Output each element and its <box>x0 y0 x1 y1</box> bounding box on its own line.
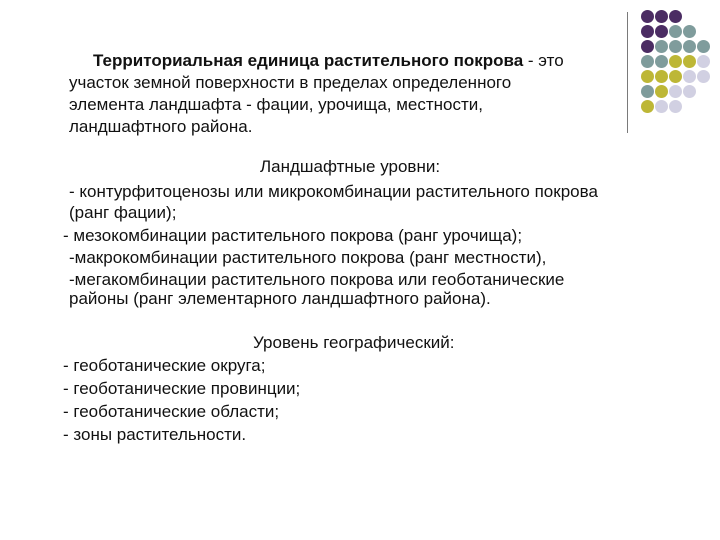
geographic-level-item: - зоны растительности. <box>63 425 247 444</box>
dot <box>669 85 682 98</box>
geographic-level-item: - геоботанические провинции; <box>63 379 301 398</box>
intro-line-1-rest: - это <box>523 51 564 70</box>
intro-line-2: участок земной поверхности в пределах определенного <box>69 73 512 92</box>
dot <box>655 40 668 53</box>
dot <box>669 10 682 23</box>
landscape-levels-line-3: - мезокомбинации растительного покрова (ранг урочища); <box>63 226 523 245</box>
landscape-levels-heading: Ландшафтные уровни: <box>260 157 441 176</box>
decorative-dot-grid <box>641 10 719 120</box>
dot <box>683 85 696 98</box>
dot <box>669 70 682 83</box>
dot <box>655 70 668 83</box>
intro-title: Территориальная единица растительного покрова <box>93 51 524 70</box>
dot <box>683 40 696 53</box>
dot <box>683 70 696 83</box>
dot <box>641 100 654 113</box>
dot <box>669 55 682 68</box>
dot <box>697 70 710 83</box>
geographic-level-item: - геоботанические округа; <box>63 356 266 375</box>
dot <box>697 40 710 53</box>
landscape-levels-line-5: -мегакомбинации растительного покрова или геоботанические <box>69 270 565 289</box>
dot <box>655 100 668 113</box>
geographic-level-heading: Уровень географический: <box>253 333 455 352</box>
intro-line-3: элемента ландшафта - фации, урочища, местности, <box>69 95 484 114</box>
dot <box>683 55 696 68</box>
dot <box>655 25 668 38</box>
dot <box>641 10 654 23</box>
dot <box>641 55 654 68</box>
landscape-levels-line-6: районы (ранг элементарного ландшафтного района). <box>69 289 491 308</box>
dot <box>641 70 654 83</box>
dot <box>641 25 654 38</box>
landscape-levels-line-1: - контурфитоценозы или микрокомбинации растительного покрова <box>69 182 598 201</box>
dot <box>683 25 696 38</box>
landscape-levels-line-2: (ранг фации); <box>69 203 177 222</box>
intro-line-4: ландшафтного района. <box>69 117 253 136</box>
dot <box>697 55 710 68</box>
dot <box>641 85 654 98</box>
dot <box>655 55 668 68</box>
intro-line-1 <box>93 51 564 71</box>
dot <box>669 100 682 113</box>
dot <box>655 85 668 98</box>
dot <box>669 40 682 53</box>
landscape-levels-line-4: -макрокомбинации растительного покрова (ранг местности), <box>69 248 547 267</box>
geographic-level-item: - геоботанические области; <box>63 402 280 421</box>
dot <box>655 10 668 23</box>
dot <box>669 25 682 38</box>
decorative-divider-line <box>627 12 628 133</box>
dot <box>641 40 654 53</box>
